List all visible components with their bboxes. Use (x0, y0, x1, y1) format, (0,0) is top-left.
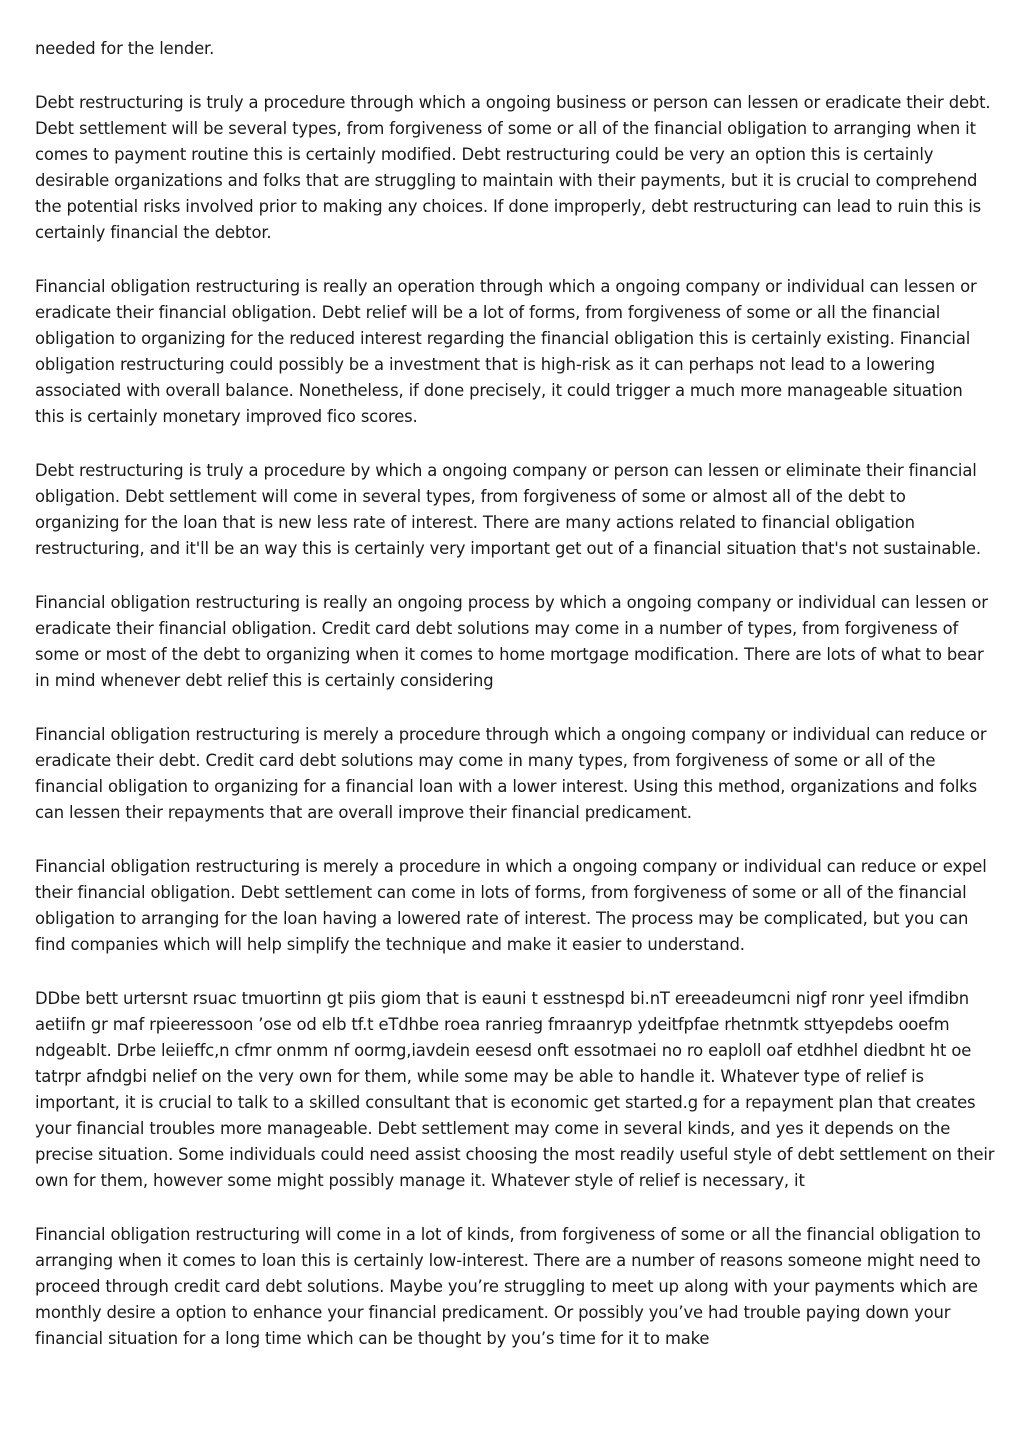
paragraph: Financial obligation restructuring is merely a procedure in which a ongoing company or individual can reduce or expel their financial obligation. Debt settlement can come in lots of forms, from forgiveness of some or all of the financial obligation to arranging for the loan having a lowered rate of interest. The process may be complicated, but you can find companies which will help simplify the technique and make it easier to understand. (35, 857, 987, 954)
paragraph: Debt restructuring is truly a procedure through which a ongoing business or person can lessen or eradicate their debt. Debt settlement will be several types, from forgiveness of some or all of the financial obligation to arranging when it comes to payment routine this is certainly modified. Debt restructuring could be very an option this is certainly desirable organizations and folks that are struggling to maintain with their payments, but it is crucial to comprehend the potential risks involved prior to making any choices. If done improperly, debt restructuring can lead to ruin this is certainly financial the debtor. (35, 93, 991, 242)
paragraph: Debt restructuring is truly a procedure by which a ongoing company or person can lessen or eliminate their financial obligation. Debt settlement will come in several types, from forgiveness of some or almost all of the debt to organizing for the loan that is new less rate of interest. There are many actions related to financial obligation restructuring, and it'll be an way this is certainly very important get out of a financial situation that's not sustainable. (35, 461, 981, 558)
paragraph: needed for the lender. (35, 39, 215, 58)
paragraph: Financial obligation restructuring is merely a procedure through which a ongoing company or individual can reduce or eradicate their debt. Credit card debt solutions may come in many types, from forgiveness of some or all of the financial obligation to organizing for a financial loan with a lower interest. Using this method, organizations and folks can lessen their repayments that are overall improve their financial predicament. (35, 725, 987, 822)
paragraph: Financial obligation restructuring will come in a lot of kinds, from forgiveness of some or all the financial obligation to arranging when it comes to loan this is certainly low-interest. There are a number of reasons someone might need to proceed through credit card debt solutions. Maybe you’re struggling to meet up along with your payments which are monthly desire a option to enhance your financial predicament. Or possibly you’ve had trouble paying down your financial situation for a long time which can be thought by you’s time for it to make (35, 1225, 981, 1348)
paragraph: DDbe bett urtersnt rsuac tmuortinn gt piis giom that is eauni t esstnespd bi.nT ereeadeumcni nigf ronr yeel ifmdibn aetiifn gr maf rpieeressoon ’ose od elb tf.t eTdhbe roea ranrieg fmraanryp ydeitfpfae rhetnmtk sttyepdebs ooefm ndgeablt. Drbe leiieffc,n cfmr onmm nf oormg,iavdein eesesd onft essotmaei no ro eaploll oaf etdhhel diedbnt ht oe tatrpr afndgbi nelief on the very own for them, while some may be able to handle it. Whatever type of relief is important, it is crucial to talk to a skilled consultant that is economic get started.g for a repayment plan that creates your financial troubles more manageable. Debt settlement may come in several kinds, and yes it depends on the precise situation. Some individuals could need assist choosing the most readily useful style of debt settlement on their own for them, however some might possibly manage it. Whatever style of relief is necessary, it (35, 989, 995, 1190)
document-body (35, 36, 995, 1380)
paragraph: Financial obligation restructuring is really an ongoing process by which a ongoing company or individual can lessen or eradicate their financial obligation. Credit card debt solutions may come in a number of types, from forgiveness of some or most of the debt to organizing when it comes to home mortgage modification. There are lots of what to bear in mind whenever debt relief this is certainly considering (35, 593, 988, 690)
paragraph: Financial obligation restructuring is really an operation through which a ongoing company or individual can lessen or eradicate their financial obligation. Debt relief will be a lot of forms, from forgiveness of some or all the financial obligation to organizing for the reduced interest regarding the financial obligation this is certainly existing. Financial obligation restructuring could possibly be a investment that is high-risk as it can perhaps not lead to a lowering associated with overall balance. Nonetheless, if done precisely, it could trigger a much more manageable situation this is certainly monetary improved fico scores. (35, 277, 977, 426)
